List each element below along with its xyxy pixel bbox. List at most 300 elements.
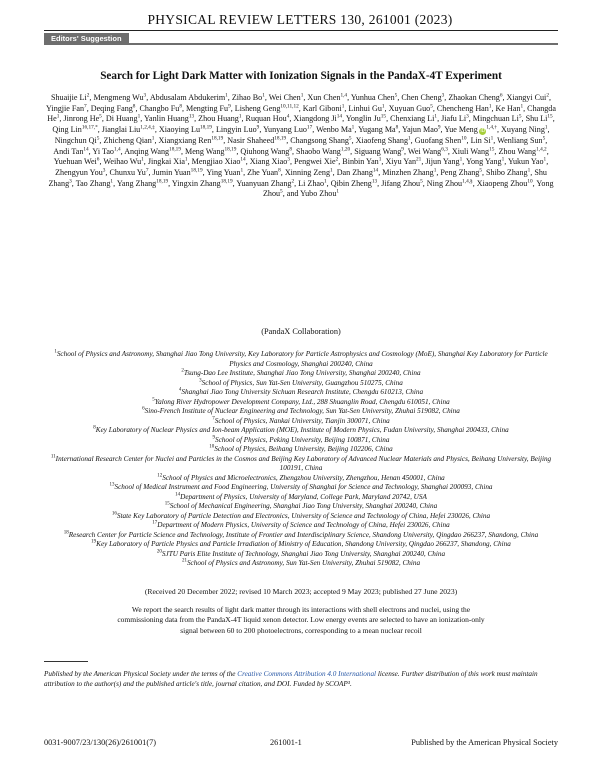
author: [498, 147, 546, 156]
author-name: Yue Meng: [444, 125, 478, 135]
affiliation: [46, 407, 556, 417]
author-affiliation-marker: 8: [395, 124, 399, 131]
author-name: Li Zhao: [298, 178, 325, 188]
affiliation-text: Yalong River Hydropower Development Company, Ltd., 288 Shuanglin Road, Chengdu 610051, China: [154, 397, 450, 406]
author: [76, 179, 113, 188]
author-name: Abdusalam Abdukerim: [149, 93, 226, 102]
author-affiliation-marker: 3: [69, 177, 72, 184]
author: [526, 114, 553, 123]
author-affiliation-marker: 17: [306, 124, 313, 131]
author: [109, 168, 148, 177]
paper-title: Search for Light Dark Matter with Ionization Signals in the PandaX-4T Experiment: [100, 70, 502, 82]
author-affiliation-marker: 3: [287, 156, 290, 163]
author-name: Xuyang Ning: [501, 125, 545, 135]
author: [55, 136, 100, 145]
author: [216, 125, 259, 134]
author-name: Yuehuan Wei: [53, 157, 97, 167]
author-name: Lisheng Geng: [234, 103, 281, 113]
author-name: Xiuli Wang: [451, 146, 490, 156]
author-name: Pengwei Xie: [294, 157, 336, 167]
affiliation-number: 15: [164, 501, 170, 507]
author-name: Jiafu Li: [441, 114, 467, 124]
author-affiliation-marker: 1: [381, 103, 385, 110]
affiliation: [46, 474, 556, 484]
author-affiliation-marker: 18,19: [190, 167, 203, 174]
affiliation: [46, 445, 556, 455]
author-name: Jumin Yuan: [152, 167, 191, 177]
author-affiliation-marker: 1: [225, 92, 228, 99]
affiliation-number: 10: [209, 444, 215, 450]
author-affiliation-marker: 5: [420, 177, 423, 184]
footer-publisher: Published by the American Physical Society: [411, 738, 558, 747]
author-name: Qibin Zheng: [330, 178, 372, 188]
footnote-text-before: Published by the American Physical Society under the terms of the: [44, 670, 238, 678]
author: [140, 104, 182, 113]
author: [452, 147, 495, 156]
author: [466, 157, 504, 166]
affiliation-number: 8: [93, 425, 96, 431]
author-name: Xiyu Yan: [385, 157, 417, 167]
author-affiliation-marker: 1: [434, 113, 438, 120]
affiliation: [46, 436, 556, 446]
author-name: Xiangxiang Ren: [158, 135, 212, 145]
author: [198, 114, 241, 123]
affiliation-text: Sino-French Institute of Nuclear Engineering and Technology, Sun Yat-Sen University, Zhuhai 519082, China: [144, 407, 460, 415]
author: [497, 136, 545, 145]
author-affiliation-marker: 10,11,12: [280, 103, 299, 110]
author-name: Weihao Wu: [103, 157, 142, 167]
footer-code: 0031-9007/23/130(26)/261001(7): [44, 738, 156, 747]
author: [240, 147, 292, 156]
author: [91, 104, 136, 113]
affiliation-number: 4: [178, 387, 182, 393]
author-affiliation-marker: 18,19: [220, 177, 233, 184]
author-name: Shuaijie Li: [50, 93, 87, 102]
author: [346, 114, 386, 123]
author-affiliation-marker: 18,19: [156, 177, 169, 184]
affiliation-text: Tsung-Dao Lee Institute, Shanghai Jiao Tong University, Shanghai 200240, China: [183, 369, 421, 377]
author: [348, 104, 384, 113]
author: [337, 168, 378, 177]
author-name: Shu Li: [525, 114, 548, 124]
author: [296, 147, 350, 156]
author: [507, 93, 549, 102]
author-name: Changbo Fu: [139, 103, 180, 113]
author: [148, 157, 188, 166]
affiliation: [46, 540, 556, 550]
affiliation: [46, 483, 556, 493]
author-name: Tao Zhang: [75, 178, 111, 188]
author-name: Jinrong He: [63, 114, 100, 124]
author-affiliation-marker: 1: [56, 113, 60, 120]
author-affiliation-marker: 18,19: [224, 145, 237, 152]
author: [440, 168, 482, 177]
affiliation: [46, 350, 556, 369]
affiliation: [46, 550, 556, 560]
author-affiliation-marker: 7: [84, 103, 87, 110]
author: [307, 93, 347, 102]
affiliation-text: SJTU Paris Elite Institute of Technology, Shanghai Jiao Tong University, Shanghai 200240, China: [161, 549, 446, 558]
author-list: Shuaijie Li$^2$, Mengmeng Wu$^3$, Abdusalam Abdukerim$^1$, Zihao Bo$^1$, Wei Chen$^1$, Xun Chen$^{1,4}$, Yunhua Chen$^5$, Chen Cheng$^3$, Zhaokan Cheng$^6$, Xiangyi Cui$^2$, Yingjie Fan$^7$, Deqing Fang$^8$, Changbo Fu$^8$, Mengting Fu$^9$, Lisheng Geng$^{10,11,12}$, Karl Giboni$^1$, Linhui Gu$^1$, Xuyuan Guo$^5$, Chencheng Han$^1$, Ke Han$^1$, Changda He$^1$, Jinrong He$^5$, Di Huang$^1$, Yanlin Huang$^{13}$, Zhou Huang$^1$, Ruquan Hou$^4$, Xiangdong Ji$^{14}$, Yonglin Ju$^{15}$, Chenxiang Li$^1$, Jiafu Li$^3$, Mingchuan Li$^5$, Shu Li$^{15}$, Qing Lin$^{16,17,*}$, Jianglai Liu$^{1,2,4,\ddagger}$, Xiaoying Lu$^{18,19}$, Lingyin Luo$^9$, Yunyang Luo$^{17}$, Wenbo Ma$^1$, Yugang Ma$^8$, Yajun Mao$^9$, Yue Meng $iD^{1,4,\dagger}$, Xuyang Ning$^1$, Ningchun Qi$^5$, Zhicheng Qian$^1$, Xiangxiang Ren$^{18,19}$, Nasir Shaheed$^{18,19}$, Changsong Shang$^5$, Xiaofeng Shang$^1$, Guofang Shen$^{10}$, Lin Si$^1$, Wenliang Sun$^5$, Andi Tan$^{14}$, Yi Tao$^{1,4}$, Anqing Wang$^{18,19}$, Meng Wang$^{18,19}$, Qiuhong Wang$^8$, Shaobo Wang$^{1,20}$, Siguang Wang$^9$, Wei Wang$^{6,3}$, Xiuli Wang$^{15}$, Zhou Wang$^{1,4,2}$, Yuehuan Wei$^6$, Weihao Wu$^1$, Jingkai Xia$^1$, Mengjiao Xiao$^{14}$, Xiang Xiao$^3$, Pengwei Xie$^2$, Binbin Yan$^1$, Xiyu Yan$^{21}$, Jijun Yang$^1$, Yong Yang$^1$, Yukun Yao$^1$, Zhengyun You$^3$, Chunxu Yu$^7$, Jumin Yuan$^{18,19}$, Ying Yuan$^1$, Zhe Yuan$^8$, Xinning Zeng$^1$, Dan Zhang$^{14}$, Minzhen Zhang$^1$, Peng Zhang$^5$, Shibo Zhang$^1$, Shu Zhang$^3$, Tao Zhang$^1$, Yang Zhang$^{18,19}$, Yingxin Zhang$^{18,19}$, Yuanyuan Zhang$^2$, Li Zhao$^1$, Qibin Zheng$^{13}$, Jifang Zhou$^5$, Ning Zhou$^{1,4,\S}$, Xiaopeng Zhou$^{10}$, Yong Zhou$^5$, and Yubo Zhou$^1$: [46, 92, 556, 199]
author-name: Yanlin Huang: [143, 114, 189, 124]
author-name: Di Huang: [105, 114, 138, 124]
author-affiliation-marker: 5: [280, 188, 283, 195]
author-name: Xinning Zeng: [284, 167, 330, 177]
author-name: Zihao Bo: [231, 93, 263, 102]
author: [501, 125, 548, 134]
affiliation-number: 17: [152, 520, 158, 526]
author: [144, 114, 194, 123]
author-affiliation-marker: 5: [96, 135, 100, 142]
author: [486, 168, 530, 177]
author-affiliation-marker: 1: [238, 113, 242, 120]
author-affiliation-marker: 5: [542, 135, 546, 142]
affiliation: [46, 369, 556, 379]
author-affiliation-marker: 14: [336, 113, 343, 120]
affiliation-number: 7: [212, 416, 215, 422]
affiliation-number: 19: [91, 539, 97, 545]
affiliation-number: 16: [111, 511, 117, 517]
author: [415, 136, 467, 145]
affiliation-number: 21: [181, 558, 187, 564]
affiliation-text: State Key Laboratory of Particle Detection and Electronics, University of Science and Technology of China, Hefei 230026, China: [116, 511, 491, 520]
author-name: Lin Si: [470, 135, 491, 145]
author-name: Chunxu Yu: [109, 167, 146, 177]
author-name: Jingkai Xia: [147, 157, 185, 167]
author-affiliation-marker: 3: [143, 92, 147, 99]
author-affiliation-marker: 1: [543, 156, 547, 163]
author-affiliation-marker: 1: [488, 103, 492, 110]
author-name: Yi Tao: [92, 146, 114, 156]
author-affiliation-marker: 8: [132, 103, 136, 110]
author-name: Qiuhong Wang: [240, 146, 290, 156]
author-name: Deqing Fang: [90, 103, 133, 113]
author: [54, 157, 100, 166]
header-rule: [44, 30, 558, 31]
license-link[interactable]: Creative Commons Attribution 4.0 International: [237, 670, 377, 678]
affiliation: [46, 388, 556, 398]
affiliation: [46, 512, 556, 522]
author-affiliation-marker: 13: [188, 113, 195, 120]
author-name: Wei Wang: [407, 146, 442, 156]
author: [159, 125, 212, 134]
footer-page-number: 261001-1: [270, 738, 302, 747]
abstract: We report the search results of light dark matter through its interactions with shell electrons and nuclei, using the commissioning data from the PandaX-4T liquid xenon detector. Low energy events are selected to have an ionization-only signal between 60 to 200 photoelectrons, corresponding to a mean nuclear recoil: [117, 605, 485, 635]
author: [351, 93, 398, 102]
collaboration-name: (PandaX Collaboration): [261, 327, 341, 336]
editors-suggestion-tag: Editors' Suggestion: [44, 33, 129, 45]
author: [236, 179, 294, 188]
author: [227, 136, 286, 145]
author: [55, 168, 105, 177]
affiliation-number: 1: [54, 349, 57, 355]
author: [293, 114, 342, 123]
author-name: Xiaopeng Zhou: [476, 178, 528, 188]
affiliation: [46, 417, 556, 427]
orcid-icon[interactable]: iD: [480, 128, 486, 135]
author-name: Zhe Yuan: [247, 167, 279, 177]
affiliation-text: School of Physics and Microelectronics, Zhengzhou University, Zhengzhou, Henan 450001, China: [162, 473, 445, 482]
affiliation: [46, 455, 556, 474]
author-name: Mingchuan Li: [472, 114, 519, 124]
author-affiliation-marker: 1,20: [340, 145, 351, 152]
author-affiliation-marker: 1: [378, 156, 382, 163]
author: [192, 157, 246, 166]
author-name: Zhaokan Cheng: [448, 93, 500, 102]
author-name: Zhou Wang: [498, 146, 537, 156]
author-affiliation-marker: 9: [401, 145, 404, 152]
author-name: Ning Zhou: [426, 178, 463, 188]
author-name: Jijun Yang: [425, 157, 460, 167]
author: [153, 168, 203, 177]
author: [381, 179, 423, 188]
author-name: Changda He: [47, 103, 556, 124]
author-name: Jifang Zhou: [381, 178, 421, 188]
author-affiliation-marker: 3: [102, 167, 106, 174]
author-affiliation-marker: 9: [228, 103, 231, 110]
affiliation-text: Department of Modern Physics, University of Science and Technology of China, Hefei 230026, China: [157, 521, 450, 529]
author: [385, 157, 421, 166]
author-affiliation-marker: 1: [490, 135, 494, 142]
author: [316, 125, 354, 134]
footnote-rule: [44, 661, 88, 662]
author-affiliation-marker: 10: [461, 135, 467, 142]
author-affiliation-marker: 1,4: [340, 92, 348, 99]
author-name: Xiangdong Ji: [293, 114, 337, 124]
author-affiliation-marker: 5: [518, 113, 522, 120]
author-name: Yong Zhou: [262, 178, 554, 199]
author: [477, 179, 533, 188]
author: [300, 189, 339, 198]
affiliation: [46, 493, 556, 503]
author: [290, 136, 351, 145]
author-name: Yonglin Ju: [345, 114, 381, 124]
author-affiliation-marker: 1: [459, 156, 463, 163]
author: [473, 114, 522, 123]
author: [269, 93, 304, 102]
author-affiliation-marker: 2: [86, 92, 90, 99]
affiliation: [46, 559, 556, 569]
affiliation-text: School of Medical Instrument and Food Engineering, University of Shanghai for Science and Technology, Shanghai 200093, China: [114, 483, 493, 491]
author: [356, 136, 411, 145]
author-affiliation-marker: 1: [141, 156, 144, 163]
affiliation-text: Research Center for Particle Science and Technology, Institute of Frontier and Interdisciplinary Science, Shandong University, Qingdao 266237, Shandong, China: [68, 530, 539, 539]
author-affiliation-marker: 1,4,†: [486, 124, 497, 131]
author-name: Yunyang Luo: [263, 125, 307, 135]
author-name: Ruquan Hou: [245, 114, 287, 124]
author-name: Yuanyuan Zhang: [236, 178, 292, 188]
author-name: Yingjie Fan: [46, 103, 85, 113]
author-affiliation-marker: 1: [544, 124, 548, 131]
author-affiliation-marker: 4: [286, 113, 290, 120]
author-affiliation-marker: 5: [479, 167, 482, 174]
author-name: Mengmeng Wu: [93, 93, 144, 102]
author: [106, 114, 140, 123]
author-affiliation-marker: 1: [520, 103, 524, 110]
affiliation-text: School of Physics, Nankai University, Tianjin 300071, China: [214, 416, 390, 425]
author-affiliation-marker: 1: [324, 177, 327, 184]
author-name: Anqing Wang: [124, 146, 170, 156]
author: [117, 179, 168, 188]
author: [247, 168, 281, 177]
affiliation: [46, 398, 556, 408]
author: [250, 157, 290, 166]
author-affiliation-marker: 6: [96, 156, 100, 163]
author-affiliation-marker: 8: [278, 167, 281, 174]
author-name: Xiangyi Cui: [506, 93, 547, 102]
author: [294, 157, 338, 166]
author-name: Ningchun Qi: [54, 135, 97, 145]
author-affiliation-marker: 5: [99, 113, 102, 120]
affiliation-number: 12: [157, 473, 163, 479]
affiliation-text: Key Laboratory of Particle Physics and Particle Irradiation of Ministry of Education, Shandong University, Qingdao 266237, Shandong, China: [96, 540, 511, 548]
author: [232, 93, 265, 102]
author-affiliation-marker: 1: [501, 156, 505, 163]
author: [102, 125, 155, 134]
author-name: Yingxin Zhang: [171, 178, 221, 188]
affiliation-text: School of Physics, Peking University, Beijing 100871, China: [215, 435, 390, 444]
author: [172, 179, 233, 188]
author-affiliation-marker: 8: [179, 103, 182, 110]
author-affiliation-marker: 1,4,§: [462, 177, 473, 184]
affiliation: [46, 531, 556, 541]
author-name: Qing Lin: [52, 125, 82, 135]
affiliation: [46, 379, 556, 389]
author-name: Binbin Yan: [342, 157, 379, 167]
affiliation-text: School of Physics and Astronomy, Shanghai Jiao Tong University, Key Laboratory for Particle Astrophysics and Cosmology (MoE), Shanghai Key Laboratory for Particle Physics and Cosmology, Shanghai 200240, China: [56, 350, 548, 368]
author-name: Chencheng Han: [436, 103, 489, 113]
author: [298, 179, 327, 188]
license-footnote: [44, 670, 558, 689]
author-name: Karl Giboni: [302, 103, 342, 113]
affiliation-text: International Research Center for Nuclei and Particles in the Cosmos and Beijing Key Laboratory of Advanced Nuclear Materials and Physics, Beihang University, Beijing 100191, China: [55, 454, 552, 472]
author-name: Yang Zhang: [116, 178, 157, 188]
affiliation: [46, 502, 556, 512]
author-affiliation-marker: 1: [341, 103, 345, 110]
author-affiliation-marker: 5: [430, 103, 433, 110]
affiliation-number: 6: [142, 406, 145, 412]
affiliation-text: Shanghai Jiao Tong University Sichuan Research Institute, Chengdu 610213, China: [181, 388, 424, 396]
author-affiliation-marker: 15: [547, 113, 553, 120]
author-affiliation-marker: 5: [394, 92, 398, 99]
affiliation-number: 3: [199, 378, 202, 384]
author: [103, 157, 143, 166]
author-affiliation-marker: 15: [489, 145, 495, 152]
affiliation-number: 11: [50, 454, 56, 460]
author-affiliation-marker: 8: [289, 145, 292, 152]
affiliation-number: 20: [156, 549, 162, 555]
affiliation-number: 13: [109, 482, 115, 488]
author-affiliation-marker: 6: [499, 92, 503, 99]
author-affiliation-marker: 1: [300, 92, 304, 99]
author: [206, 168, 243, 177]
author: [437, 104, 492, 113]
author-name: Shibo Zhang: [486, 167, 528, 177]
author-name: Linhui Gu: [348, 103, 382, 113]
affiliation-list: [46, 350, 556, 569]
author: [342, 157, 381, 166]
author-affiliation-marker: 21: [416, 156, 422, 163]
author-affiliation-marker: 1: [336, 188, 340, 195]
author: [93, 93, 146, 102]
author-name: Xiang Xiao: [249, 157, 288, 167]
author-name: Dan Zhang: [336, 167, 373, 177]
author: [389, 104, 433, 113]
author: [235, 104, 299, 113]
affiliation-number: 14: [175, 492, 181, 498]
affiliation-number: 9: [212, 435, 216, 441]
author-name: Lingyin Luo: [215, 125, 257, 135]
author-name: Jianglai Liu: [101, 125, 141, 135]
author: [401, 93, 444, 102]
author-affiliation-marker: 14: [372, 167, 379, 174]
author-affiliation-marker: 2: [546, 92, 549, 99]
author-name: Peng Zhang: [440, 167, 480, 177]
author-affiliation-marker: 2: [335, 156, 339, 163]
author: [92, 147, 120, 156]
author-affiliation-marker: 9: [437, 124, 441, 131]
author-affiliation-marker: 1: [137, 113, 141, 120]
affiliation: [46, 521, 556, 531]
author-name: Zhicheng Qian: [103, 135, 152, 145]
author-name: Zhengyun You: [55, 167, 103, 177]
author-name: Chenxiang Li: [390, 114, 435, 124]
affiliation-text: School of Physics, Sun Yat-Sen University, Guangzhou 510275, China: [201, 378, 403, 387]
author: [427, 179, 473, 188]
author: [63, 114, 101, 123]
author-affiliation-marker: 18,19: [274, 135, 287, 142]
author-name: Changsong Shang: [290, 135, 349, 145]
author-name: Yugang Ma: [358, 125, 396, 135]
author: [51, 93, 89, 102]
author-affiliation-marker: 1: [184, 156, 188, 163]
author-name: Xiaoying Lu: [158, 125, 200, 135]
author: [354, 147, 404, 156]
author-name: Xun Chen: [307, 93, 341, 102]
author-name: Mengting Fu: [186, 103, 229, 113]
author: [508, 157, 546, 166]
affiliation-number: 18: [63, 530, 69, 536]
author-name: Minzhen Zhang: [382, 167, 434, 177]
affiliation-text: Key Laboratory of Nuclear Physics and Ion-beam Application (MOE), Institute of Modern Physics, Fudan University, Shanghai 200433, China: [95, 426, 509, 434]
author-affiliation-marker: 1,4,2: [536, 145, 547, 152]
affiliation-text: School of Mechanical Engineering, Shanghai Jiao Tong University, Shanghai 200240, China: [169, 502, 438, 510]
author: [185, 147, 236, 156]
author: [496, 104, 524, 113]
author-name: Shu Zhang: [48, 167, 547, 188]
author: [408, 147, 448, 156]
author-affiliation-marker: 1: [240, 167, 244, 174]
footnote-text-after: license. Further distribution of this work must maintain attribution to the author(s) and the published article's title, journal citation, and DOI. Funded by SCOAP³.: [44, 670, 538, 688]
author-name: Mengjiao Xiao: [191, 157, 241, 167]
author: [158, 136, 223, 145]
author-affiliation-marker: 14: [240, 156, 246, 163]
author-name: Yubo Zhou: [300, 189, 337, 199]
author-name: Andi Tan: [53, 146, 84, 156]
author: [382, 168, 436, 177]
author: [285, 168, 333, 177]
author-affiliation-marker: 18,19: [211, 135, 224, 142]
author-name: Wenliang Sun: [497, 135, 543, 145]
author-affiliation-marker: 13: [371, 177, 378, 184]
author-name: Yong Yang: [465, 157, 502, 167]
affiliation-number: 2: [181, 368, 184, 374]
author-affiliation-marker: 1: [151, 135, 155, 142]
affiliation-number: 5: [152, 397, 155, 403]
author-name: Siguang Wang: [354, 146, 402, 156]
author: [150, 93, 228, 102]
author-affiliation-marker: 7: [145, 167, 149, 174]
